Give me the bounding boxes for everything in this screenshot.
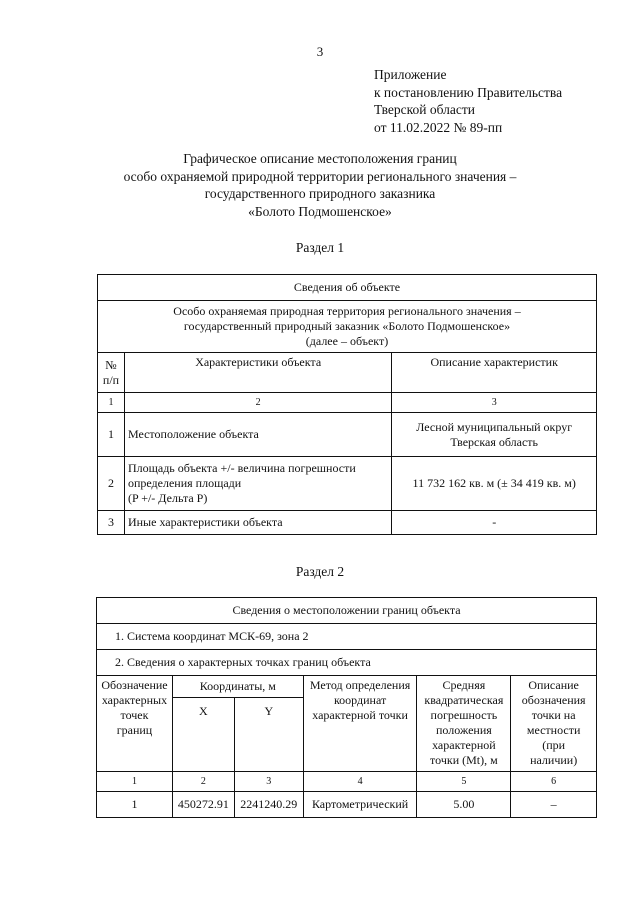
appendix-line: от 11.02.2022 № 89-пп (374, 119, 503, 135)
column-number: 4 (303, 772, 417, 792)
error-cell: 5.00 (417, 792, 511, 818)
header-cell-no (98, 353, 125, 393)
boundary-points-table (96, 597, 597, 818)
title-line: Графическое описание местоположения границ (183, 151, 457, 166)
text-line: государственный природный заказник «Болото Подмошенское» (183, 319, 511, 333)
appendix-line: Тверской области (374, 102, 475, 117)
description-cell: - (392, 511, 597, 535)
header-cell-description: Описание характеристик (392, 353, 597, 393)
text-line: № (105, 357, 117, 372)
text-line: (при (542, 738, 566, 752)
header-cell-x: X (172, 698, 234, 772)
header-cell-method (303, 676, 417, 772)
section2-heading: Раздел 2 (295, 564, 345, 579)
description-cell (392, 413, 597, 457)
header-cell-characteristics: Характеристики объекта (124, 353, 391, 393)
text-line: квадратическая (424, 693, 504, 707)
characteristic-cell: Иные характеристики объекта (124, 511, 391, 535)
column-number: 1 (98, 393, 125, 413)
row-number: 3 (98, 511, 125, 535)
text-line: Тверская область (450, 434, 538, 449)
characteristic-cell (124, 457, 391, 511)
table-row (98, 511, 597, 535)
column-number: 1 (97, 772, 173, 792)
row-number: 1 (98, 413, 125, 457)
text-line: точки на (531, 708, 576, 722)
coordinate-system: 1. Система координат МСК-69, зона 2 (97, 624, 597, 650)
text-line: (P +/- Дельта P) (127, 491, 208, 505)
column-number: 6 (511, 772, 597, 792)
text-line: п/п (102, 372, 120, 387)
x-cell: 450272.91 (172, 792, 234, 818)
text-line: (далее – объект) (305, 334, 389, 348)
text-line: координат (333, 693, 387, 707)
table-title: Сведения о местоположении границ объекта (97, 598, 597, 624)
header-cell-coordinates: Координаты, м (172, 676, 303, 698)
text-line: наличии) (530, 753, 578, 767)
characteristic-cell: Местоположение объекта (124, 413, 391, 457)
header-cell-y: Y (234, 698, 303, 772)
column-number: 2 (124, 393, 391, 413)
title-line: государственного природного заказника (204, 186, 436, 201)
column-number: 3 (234, 772, 303, 792)
row-number: 2 (98, 457, 125, 511)
appendix-line: к постановлению Правительства (374, 84, 563, 100)
text-line: Особо охраняемая природная территория регионального значения – (173, 304, 521, 318)
table-row (98, 413, 597, 457)
text-line: Лесной муниципальный округ (416, 419, 573, 434)
page-number: 3 (316, 44, 324, 59)
text-line: характерной (432, 738, 496, 752)
header-cell-error (417, 676, 511, 772)
column-number: 5 (417, 772, 511, 792)
header-cell-point (97, 676, 173, 772)
text-line: точек (120, 708, 149, 722)
method-cell: Картометрический (303, 792, 417, 818)
appendix-header (374, 66, 562, 136)
text-line: Метод определения (309, 678, 411, 692)
column-number: 2 (172, 772, 234, 792)
text-line: положения (435, 723, 492, 737)
object-info-table (97, 274, 597, 535)
table-row (98, 457, 597, 511)
table-row (97, 792, 597, 818)
section1-heading: Раздел 1 (295, 240, 345, 255)
text-line: Средняя (442, 678, 486, 692)
text-line: Описание (528, 678, 579, 692)
location-description-cell: – (511, 792, 597, 818)
text-line: обозначения (521, 693, 586, 707)
text-line: точки (Mt), м (430, 753, 498, 767)
y-cell: 2241240.29 (234, 792, 303, 818)
text-line: Обозначение (101, 678, 168, 692)
point-cell: 1 (97, 792, 173, 818)
object-description (98, 301, 597, 353)
text-line: погрешность (430, 708, 498, 722)
text-line: Площадь объекта +/- величина погрешности (127, 461, 356, 475)
title-line: «Болото Подмошенское» (248, 203, 392, 219)
document-title (0, 150, 640, 220)
points-title: 2. Сведения о характерных точках границ объекта (97, 650, 597, 676)
text-line: определения площади (127, 476, 242, 490)
text-line: границ (116, 723, 153, 737)
title-line: особо охраняемой природной территории регионального значения – (123, 168, 517, 184)
description-cell: 11 732 162 кв. м (± 34 419 кв. м) (392, 457, 597, 511)
text-line: местности (526, 723, 581, 737)
table-title: Сведения об объекте (98, 275, 597, 301)
text-line: характерной точки (312, 708, 408, 722)
appendix-line: Приложение (374, 67, 447, 82)
column-number: 3 (392, 393, 597, 413)
header-cell-location-description (511, 676, 597, 772)
text-line: характерных (101, 693, 168, 707)
